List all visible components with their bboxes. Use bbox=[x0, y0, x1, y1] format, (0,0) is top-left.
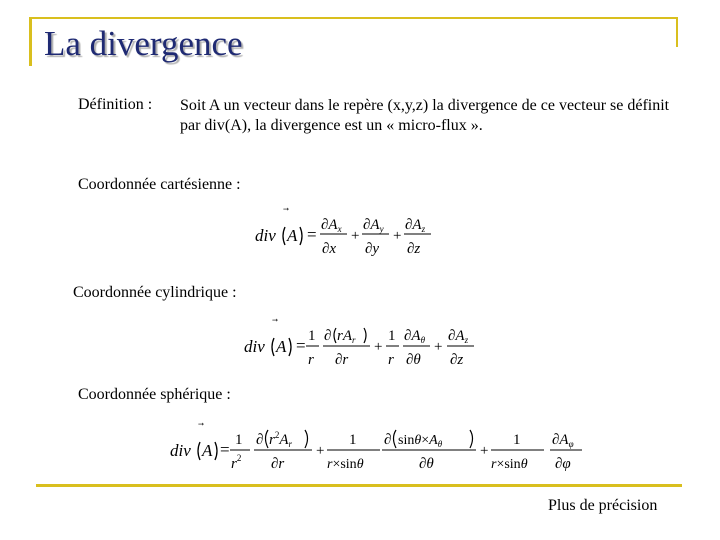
svg-text:+: + bbox=[434, 339, 443, 355]
svg-text:+: + bbox=[393, 228, 402, 244]
frame-top-rule bbox=[29, 17, 677, 19]
svg-text:∂r: ∂r bbox=[335, 352, 349, 368]
svg-text:r×sinθ: r×sinθ bbox=[327, 457, 364, 472]
svg-text:div: div bbox=[170, 441, 191, 460]
cartesian-heading: Coordonnée cartésienne : bbox=[78, 176, 241, 193]
frame-right-rule bbox=[676, 17, 678, 47]
svg-text:r2: $r^2$ bbox=[231, 453, 242, 472]
svg-text:1: 1 bbox=[388, 328, 396, 344]
frame-left-rule bbox=[29, 17, 32, 66]
svg-text:∂: ∂ bbox=[384, 432, 392, 448]
svg-text:1: 1 bbox=[235, 432, 243, 448]
svg-text:rAr: $rA_r$ bbox=[337, 328, 356, 345]
svg-text:div: div bbox=[244, 337, 265, 356]
spherical-formula bbox=[170, 420, 590, 480]
svg-text:r: r bbox=[388, 352, 394, 368]
definition-label: Définition : bbox=[78, 96, 153, 113]
definition-text: Soit A un vecteur dans le repère (x,y,z) la divergence de ce vecteur se définit par div(A), la divergence est un « micro-flux ». bbox=[180, 97, 670, 134]
cartesian-formula bbox=[255, 204, 445, 264]
svg-text:∂Aθ: $\partial A_\theta$ bbox=[404, 328, 426, 345]
cylindrical-heading: Coordonnée cylindrique : bbox=[73, 284, 237, 301]
svg-text:r2Ar: $r^2A_r$ bbox=[269, 430, 293, 449]
svg-text:r: r bbox=[308, 352, 314, 368]
svg-text:=: = bbox=[220, 440, 230, 459]
svg-text:∂y: ∂y bbox=[365, 241, 380, 257]
svg-text:⃗ bbox=[198, 422, 204, 426]
svg-text:∂Az: $\partial A_z$ bbox=[405, 217, 426, 234]
svg-text:∂θ: ∂θ bbox=[406, 352, 421, 368]
svg-text:r×sinθ: r×sinθ bbox=[491, 457, 528, 472]
svg-text:+: + bbox=[351, 228, 360, 244]
svg-text:∂: ∂ bbox=[324, 328, 332, 344]
svg-text:1: 1 bbox=[349, 432, 357, 448]
svg-text:⃗ bbox=[283, 207, 289, 211]
svg-text:∂x: ∂x bbox=[322, 241, 337, 257]
svg-text:=: = bbox=[307, 225, 317, 244]
svg-text:∂Ay: $\partial A_y$ bbox=[363, 217, 384, 234]
svg-text:∂Aφ: $\partial A_\varphi$ bbox=[552, 432, 574, 449]
svg-text:+: + bbox=[316, 443, 325, 459]
more-precision-link[interactable]: Plus de précision bbox=[548, 497, 658, 514]
svg-text:∂: ∂ bbox=[256, 432, 264, 448]
svg-text:∂θ: ∂θ bbox=[419, 456, 434, 472]
svg-text:∂z: ∂z bbox=[407, 241, 421, 257]
svg-text:∂r: ∂r bbox=[271, 456, 285, 472]
svg-text:∂Az: $\partial A_z$ bbox=[448, 328, 469, 345]
svg-text:1: 1 bbox=[513, 432, 521, 448]
svg-text:∂φ: ∂φ bbox=[555, 456, 571, 472]
svg-text:+: + bbox=[480, 443, 489, 459]
svg-text:∂z: ∂z bbox=[450, 352, 464, 368]
svg-text:1: 1 bbox=[308, 328, 316, 344]
svg-text:sinθ×Aθ: $\sin\theta\times A_\theta$ bbox=[398, 433, 443, 449]
svg-text:=: = bbox=[296, 336, 306, 355]
svg-text:div: div bbox=[255, 226, 276, 245]
svg-text:A: A bbox=[287, 226, 298, 245]
page-title: La divergence bbox=[44, 24, 243, 63]
svg-text:∂Ax: $\partial A_x$ bbox=[321, 217, 342, 234]
svg-text:A: A bbox=[276, 337, 287, 356]
svg-text:⃗ bbox=[272, 318, 278, 322]
bottom-rule bbox=[36, 484, 682, 487]
svg-text:+: + bbox=[374, 339, 383, 355]
spherical-heading: Coordonnée sphérique : bbox=[78, 386, 231, 403]
svg-text:A: A bbox=[202, 441, 213, 460]
cylindrical-formula bbox=[244, 316, 484, 376]
